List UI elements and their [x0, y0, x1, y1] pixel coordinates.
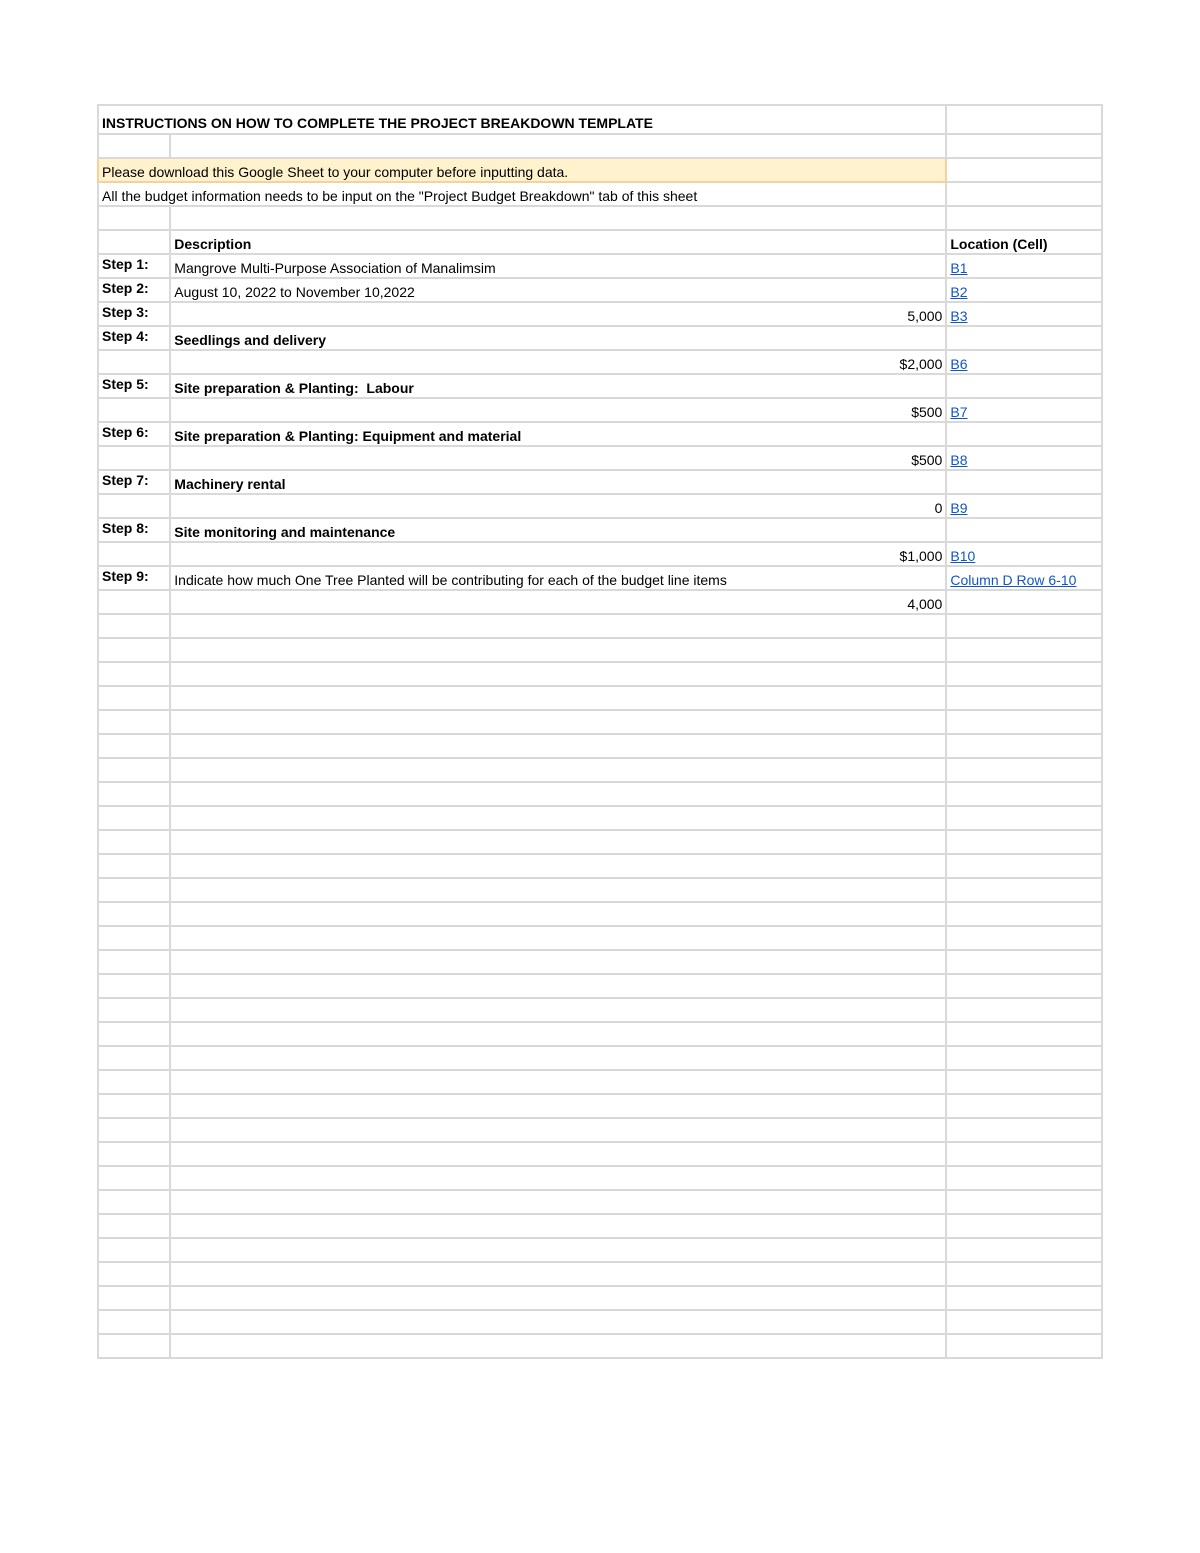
empty-row: [98, 830, 1102, 854]
location-cell[interactable]: [946, 446, 1102, 470]
blank-row: [98, 206, 1102, 230]
step-description[interactable]: Site preparation & Planting: Labour: [170, 374, 946, 398]
step-value[interactable]: $1,000: [170, 542, 946, 566]
instructions-sheet: [97, 104, 1103, 1359]
cell[interactable]: [946, 206, 1102, 230]
cell[interactable]: [98, 662, 170, 686]
cell[interactable]: [170, 1166, 946, 1190]
cell[interactable]: [946, 1334, 1102, 1358]
step-value[interactable]: 4,000: [170, 590, 946, 614]
cell[interactable]: [98, 206, 170, 230]
empty-row: [98, 878, 1102, 902]
step-row: [98, 374, 1102, 398]
step-row: [98, 326, 1102, 350]
cell[interactable]: [170, 686, 946, 710]
empty-row: [98, 902, 1102, 926]
cell[interactable]: [98, 1238, 170, 1262]
cell[interactable]: [98, 806, 170, 830]
cell[interactable]: [946, 1310, 1102, 1334]
empty-row: [98, 974, 1102, 998]
step-row: [98, 422, 1102, 446]
empty-row: [98, 1118, 1102, 1142]
cell[interactable]: [170, 1118, 946, 1142]
cell[interactable]: [170, 1190, 946, 1214]
cell[interactable]: [170, 1046, 946, 1070]
download-note-row: [98, 158, 1102, 182]
empty-row: [98, 1046, 1102, 1070]
empty-row: [98, 1310, 1102, 1334]
cell[interactable]: [98, 1142, 170, 1166]
cell[interactable]: [170, 1334, 946, 1358]
cell[interactable]: [170, 854, 946, 878]
cell[interactable]: [946, 854, 1102, 878]
cell-link[interactable]: B6: [950, 356, 968, 372]
step-row: [98, 302, 1102, 326]
location-cell[interactable]: [946, 350, 1102, 374]
cell[interactable]: [946, 830, 1102, 854]
cell[interactable]: [170, 1214, 946, 1238]
cell[interactable]: [98, 710, 170, 734]
cell-link[interactable]: B7: [950, 404, 968, 420]
step-label[interactable]: Step 4:: [98, 326, 170, 350]
cell[interactable]: [946, 422, 1102, 446]
cell[interactable]: [946, 1094, 1102, 1118]
cell[interactable]: [946, 1022, 1102, 1046]
cell[interactable]: [946, 998, 1102, 1022]
empty-row: [98, 734, 1102, 758]
cell[interactable]: [98, 998, 170, 1022]
budget-tab-note-row: [98, 182, 1102, 206]
cell-link[interactable]: B9: [950, 500, 968, 516]
empty-row: [98, 926, 1102, 950]
cell[interactable]: [98, 926, 170, 950]
cell[interactable]: [98, 686, 170, 710]
cell[interactable]: [170, 662, 946, 686]
cell[interactable]: [98, 782, 170, 806]
cell[interactable]: [170, 206, 946, 230]
cell-link[interactable]: B1: [950, 260, 968, 276]
cell[interactable]: [946, 638, 1102, 662]
cell[interactable]: [170, 638, 946, 662]
empty-row: [98, 1094, 1102, 1118]
cell[interactable]: [946, 614, 1102, 638]
step-row: [98, 518, 1102, 542]
header-row: [98, 230, 1102, 254]
cell[interactable]: [98, 1022, 170, 1046]
cell[interactable]: [946, 1190, 1102, 1214]
cell[interactable]: [946, 105, 1102, 134]
step-value[interactable]: $500: [170, 398, 946, 422]
step-label[interactable]: Step 6:: [98, 422, 170, 446]
empty-row: [98, 1238, 1102, 1262]
cell[interactable]: [98, 1214, 170, 1238]
step-value-row: [98, 446, 1102, 470]
cell[interactable]: [98, 1262, 170, 1286]
cell[interactable]: [98, 974, 170, 998]
cell[interactable]: [946, 926, 1102, 950]
step-description[interactable]: Site monitoring and maintenance: [170, 518, 946, 542]
cell[interactable]: [946, 1262, 1102, 1286]
cell[interactable]: [98, 758, 170, 782]
cell[interactable]: [946, 662, 1102, 686]
cell-link[interactable]: B2: [950, 284, 968, 300]
cell[interactable]: [946, 974, 1102, 998]
cell[interactable]: [98, 1310, 170, 1334]
cell[interactable]: [946, 950, 1102, 974]
cell[interactable]: [170, 734, 946, 758]
cell[interactable]: [946, 134, 1102, 158]
cell[interactable]: [170, 614, 946, 638]
budget-tab-note[interactable]: All the budget information needs to be input on the "Project Budget Breakdown" tab of this sheet: [98, 182, 946, 206]
step-label[interactable]: Step 2:: [98, 278, 170, 302]
cell[interactable]: [98, 878, 170, 902]
step-value-row: [98, 398, 1102, 422]
cell[interactable]: [170, 1238, 946, 1262]
cell[interactable]: [98, 542, 170, 566]
cell-link[interactable]: B3: [950, 308, 968, 324]
cell[interactable]: [98, 854, 170, 878]
step-value[interactable]: 5,000: [170, 302, 946, 326]
empty-row: [98, 782, 1102, 806]
cell[interactable]: [98, 638, 170, 662]
location-cell[interactable]: [946, 302, 1102, 326]
cell[interactable]: [946, 1238, 1102, 1262]
empty-row: [98, 614, 1102, 638]
step-value[interactable]: $2,000: [170, 350, 946, 374]
location-cell[interactable]: [946, 254, 1102, 278]
cell[interactable]: [946, 326, 1102, 350]
cell[interactable]: [946, 902, 1102, 926]
cell[interactable]: [98, 494, 170, 518]
step-description[interactable]: Mangrove Multi-Purpose Association of Manalimsim: [170, 254, 946, 278]
cell[interactable]: [946, 1118, 1102, 1142]
cell[interactable]: [170, 830, 946, 854]
description-header[interactable]: Description: [170, 230, 946, 254]
empty-row: [98, 662, 1102, 686]
empty-row: [98, 950, 1102, 974]
cell[interactable]: [170, 1310, 946, 1334]
cell[interactable]: [98, 1166, 170, 1190]
empty-row: [98, 710, 1102, 734]
empty-row: [98, 1214, 1102, 1238]
cell[interactable]: [170, 926, 946, 950]
step-row: [98, 470, 1102, 494]
step-description[interactable]: August 10, 2022 to November 10,2022: [170, 278, 946, 302]
cell[interactable]: [98, 446, 170, 470]
cell[interactable]: [170, 1286, 946, 1310]
step-row: [98, 254, 1102, 278]
cell[interactable]: [170, 758, 946, 782]
cell-link[interactable]: B8: [950, 452, 968, 468]
location-cell[interactable]: [946, 398, 1102, 422]
cell[interactable]: [946, 734, 1102, 758]
cell[interactable]: [98, 950, 170, 974]
cell[interactable]: [170, 1070, 946, 1094]
cell[interactable]: [98, 398, 170, 422]
cell[interactable]: [946, 518, 1102, 542]
step-value-row: [98, 542, 1102, 566]
location-cell[interactable]: [946, 494, 1102, 518]
empty-row: [98, 686, 1102, 710]
empty-row: [98, 638, 1102, 662]
cell[interactable]: [98, 1190, 170, 1214]
step-description[interactable]: Indicate how much One Tree Planted will be contributing for each of the budget line items: [170, 566, 946, 590]
cell[interactable]: [946, 1166, 1102, 1190]
step-value-row: [98, 350, 1102, 374]
cell[interactable]: [946, 806, 1102, 830]
step-value-row: [98, 590, 1102, 614]
cell[interactable]: [98, 1046, 170, 1070]
empty-row: [98, 1070, 1102, 1094]
empty-row: [98, 806, 1102, 830]
step-description[interactable]: Site preparation & Planting: Equipment and material: [170, 422, 946, 446]
empty-row: [98, 998, 1102, 1022]
cell[interactable]: [98, 590, 170, 614]
empty-row: [98, 758, 1102, 782]
cell[interactable]: [946, 374, 1102, 398]
cell[interactable]: [946, 158, 1102, 182]
step-row: [98, 566, 1102, 590]
cell[interactable]: [170, 806, 946, 830]
cell-link[interactable]: Column D Row 6-10: [950, 572, 1077, 588]
cell[interactable]: [946, 1070, 1102, 1094]
cell[interactable]: [98, 230, 170, 254]
empty-row: [98, 1142, 1102, 1166]
empty-row: [98, 854, 1102, 878]
step-label[interactable]: Step 7:: [98, 470, 170, 494]
location-cell[interactable]: [946, 566, 1102, 590]
step-label[interactable]: Step 1:: [98, 254, 170, 278]
step-label[interactable]: Step 3:: [98, 302, 170, 326]
cell[interactable]: [946, 710, 1102, 734]
cell[interactable]: [170, 134, 946, 158]
cell[interactable]: [170, 974, 946, 998]
cell[interactable]: [170, 782, 946, 806]
cell[interactable]: [946, 1142, 1102, 1166]
cell[interactable]: [170, 1142, 946, 1166]
blank-row: [98, 134, 1102, 158]
location-cell[interactable]: [946, 278, 1102, 302]
page-title[interactable]: INSTRUCTIONS ON HOW TO COMPLETE THE PROJECT BREAKDOWN TEMPLATE: [98, 105, 946, 134]
step-label[interactable]: Step 8:: [98, 518, 170, 542]
empty-row: [98, 1190, 1102, 1214]
cell[interactable]: [946, 758, 1102, 782]
empty-row: [98, 1166, 1102, 1190]
cell[interactable]: [98, 350, 170, 374]
cell[interactable]: [98, 734, 170, 758]
location-cell[interactable]: [946, 542, 1102, 566]
step-value[interactable]: $500: [170, 446, 946, 470]
cell[interactable]: [98, 902, 170, 926]
cell[interactable]: [98, 1094, 170, 1118]
cell[interactable]: [170, 1022, 946, 1046]
cell[interactable]: [170, 878, 946, 902]
cell[interactable]: [946, 590, 1102, 614]
cell[interactable]: [98, 830, 170, 854]
empty-row: [98, 1262, 1102, 1286]
cell[interactable]: [98, 614, 170, 638]
cell[interactable]: [946, 470, 1102, 494]
cell[interactable]: [170, 998, 946, 1022]
cell[interactable]: [98, 1286, 170, 1310]
cell[interactable]: [946, 782, 1102, 806]
cell[interactable]: [170, 950, 946, 974]
cell[interactable]: [946, 1286, 1102, 1310]
download-note[interactable]: Please download this Google Sheet to your computer before inputting data.: [98, 158, 946, 182]
cell[interactable]: [170, 1262, 946, 1286]
step-row: [98, 278, 1102, 302]
cell[interactable]: [98, 1070, 170, 1094]
step-value[interactable]: 0: [170, 494, 946, 518]
cell[interactable]: [170, 1094, 946, 1118]
step-value-row: [98, 494, 1102, 518]
cell[interactable]: [98, 134, 170, 158]
empty-row: [98, 1022, 1102, 1046]
step-description[interactable]: Machinery rental: [170, 470, 946, 494]
cell[interactable]: [98, 1118, 170, 1142]
cell[interactable]: [946, 878, 1102, 902]
cell[interactable]: [170, 902, 946, 926]
cell-link[interactable]: B10: [950, 548, 976, 564]
empty-row: [98, 1286, 1102, 1310]
cell[interactable]: [98, 1334, 170, 1358]
cell[interactable]: [946, 1214, 1102, 1238]
step-description[interactable]: Seedlings and delivery: [170, 326, 946, 350]
location-header[interactable]: Location (Cell): [946, 230, 1102, 254]
title-row: [98, 105, 1102, 134]
cell[interactable]: [946, 1046, 1102, 1070]
cell[interactable]: [946, 686, 1102, 710]
step-label[interactable]: Step 5:: [98, 374, 170, 398]
cell[interactable]: [170, 710, 946, 734]
empty-row: [98, 1334, 1102, 1358]
step-label[interactable]: Step 9:: [98, 566, 170, 590]
cell[interactable]: [946, 182, 1102, 206]
